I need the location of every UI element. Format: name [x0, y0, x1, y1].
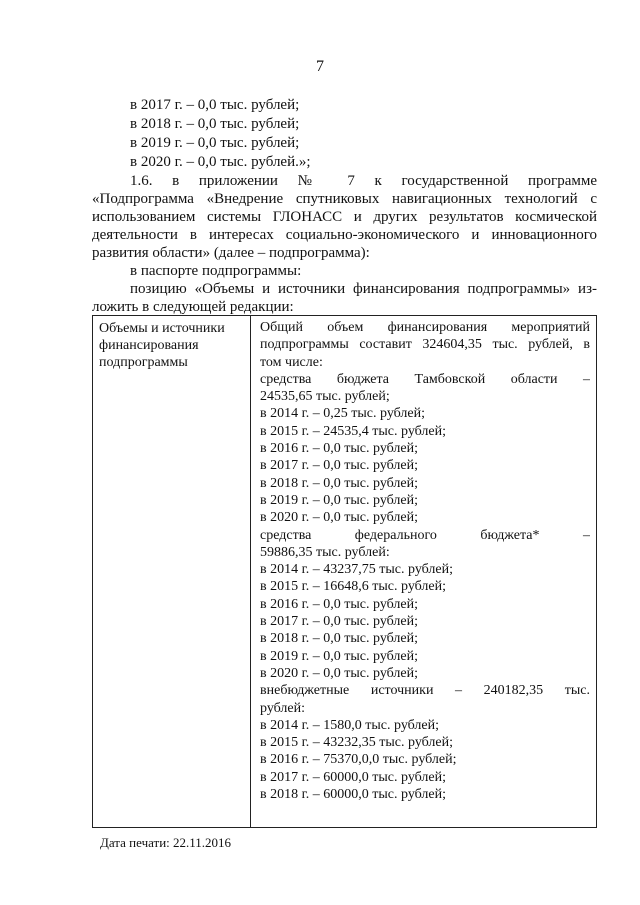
right-cell-line: в 2016 г. – 0,0 тыс. рублей;	[260, 596, 418, 612]
intro-line: в 2017 г. – 0,0 тыс. рублей;	[130, 97, 300, 113]
right-cell-line: в 2014 г. – 0,25 тыс. рублей;	[260, 406, 425, 422]
paragraph-line: использованием системы ГЛОНАСС и других результатов космической	[92, 209, 597, 225]
right-cell-line: средства бюджета Тамбовской области –	[260, 371, 590, 387]
left-cell-line: Объемы и источники	[99, 321, 225, 336]
right-cell-line: в 2018 г. – 0,0 тыс. рублей;	[260, 631, 418, 647]
paragraph-line: 1.6. в приложении № 7 к государственной программе	[130, 173, 597, 189]
right-cell-line: в 2016 г. – 75370,0,0 тыс. рублей;	[260, 752, 457, 768]
intro-line: в 2020 г. – 0,0 тыс. рублей.»;	[130, 154, 311, 170]
right-cell-line: в 2015 г. – 43232,35 тыс. рублей;	[260, 735, 453, 751]
table-divider	[250, 316, 251, 827]
right-cell-line: 59886,35 тыс. рублей:	[260, 544, 390, 560]
page-number: 7	[316, 58, 324, 75]
paragraph-line: развития области» (далее – подпрограмма):	[92, 245, 370, 261]
right-cell-line: в 2016 г. – 0,0 тыс. рублей;	[260, 441, 418, 457]
right-cell-line: в 2018 г. – 0,0 тыс. рублей;	[260, 475, 418, 491]
paragraph-line: деятельности в интересах социально-экономического и инновационного	[92, 227, 597, 243]
right-cell-line: в 2015 г. – 16648,6 тыс. рублей;	[260, 579, 446, 595]
right-cell-line: Общий объем финансирования мероприятий	[260, 320, 590, 335]
paragraph-line: «Подпрограмма «Внедрение спутниковых навигационных технологий с	[92, 191, 597, 207]
right-cell-line: подпрограммы составит 324604,35 тыс. рублей, в	[260, 337, 590, 353]
passport-line: в паспорте подпрограммы:	[130, 263, 302, 279]
right-cell-line: в 2020 г. – 0,0 тыс. рублей;	[260, 665, 418, 681]
right-cell-line: в 2015 г. – 24535,4 тыс. рублей;	[260, 423, 446, 439]
table-right-cell	[260, 319, 590, 803]
financing-table	[92, 315, 597, 828]
left-cell-line: финансирования	[99, 338, 199, 353]
position-line: ложить в следующей редакции:	[92, 299, 294, 315]
intro-line: в 2018 г. – 0,0 тыс. рублей;	[130, 116, 300, 132]
right-cell-line: рублей:	[260, 700, 305, 716]
right-cell-line: в 2018 г. – 60000,0 тыс. рублей;	[260, 787, 446, 803]
right-cell-line: в 2014 г. – 1580,0 тыс. рублей;	[260, 717, 439, 733]
print-date: Дата печати: 22.11.2016	[100, 835, 232, 850]
right-cell-line: в 2017 г. – 0,0 тыс. рублей;	[260, 614, 418, 630]
left-cell-line: подпрограммы	[99, 355, 188, 370]
right-cell-line: средства федерального бюджета* –	[260, 527, 590, 543]
intro-line: в 2019 г. – 0,0 тыс. рублей;	[130, 135, 300, 151]
position-line: позицию «Объемы и источники финансирования подпрограммы» из-	[130, 281, 597, 297]
right-cell-line: том числе:	[260, 354, 323, 370]
right-cell-line: в 2017 г. – 60000,0 тыс. рублей;	[260, 769, 446, 785]
right-cell-line: в 2019 г. – 0,0 тыс. рублей;	[260, 648, 418, 664]
right-cell-line: в 2014 г. – 43237,75 тыс. рублей;	[260, 562, 453, 578]
right-cell-line: в 2019 г. – 0,0 тыс. рублей;	[260, 492, 418, 508]
table-left-cell	[99, 320, 247, 371]
right-cell-line: 24535,65 тыс. рублей;	[260, 389, 390, 405]
right-cell-line: в 2017 г. – 0,0 тыс. рублей;	[260, 458, 418, 474]
right-cell-line: внебюджетные источники – 240182,35 тыс.	[260, 683, 590, 699]
right-cell-line: в 2020 г. – 0,0 тыс. рублей;	[260, 510, 418, 526]
